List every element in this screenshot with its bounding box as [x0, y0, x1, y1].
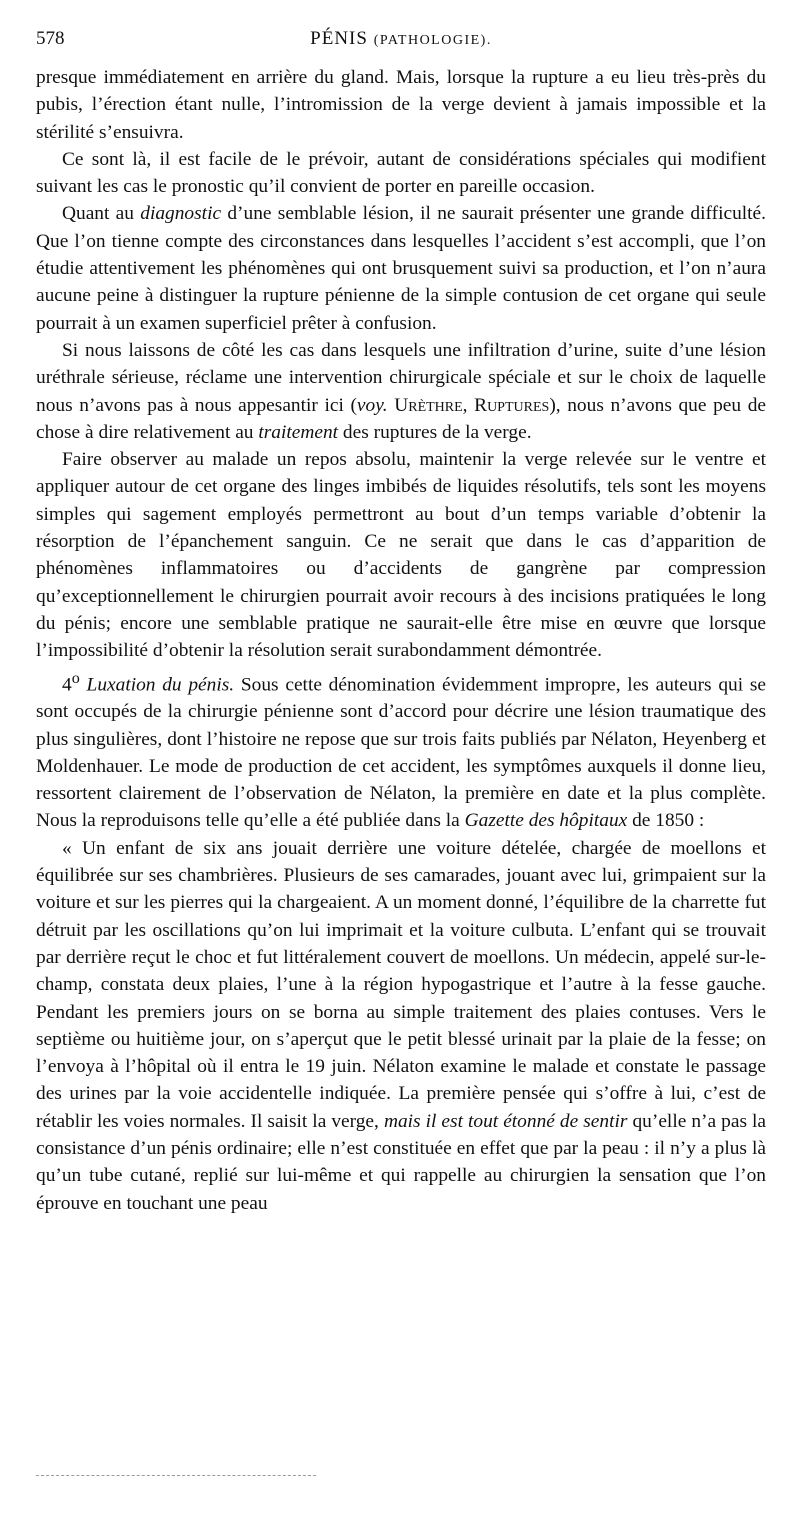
traitement-term: traitement — [258, 421, 339, 443]
body-text — [36, 64, 766, 1217]
paragraph-6 — [36, 665, 766, 835]
running-title — [36, 28, 766, 50]
section-number-superscript: o — [71, 669, 80, 687]
paragraph-3-text: Quant au — [62, 203, 141, 225]
paragraph-1: presque immédiatement en arrière du gland. Mais, lorsque la rupture a eu lieu très-près du pubis, l’érection étant nulle, l’intromission de la verge devient à jamais impossible et la stérilité s’ensuivra. — [36, 67, 766, 143]
section-heading: Luxation du pénis. — [86, 674, 235, 695]
quotation-text: « Un enfant de six ans jouait derrière une voiture dételée, chargée de moellons et équilibrée sur ses chambrières. Plusieurs de ses camarades, jouant avec lui, grimpaient sur la voiture et sur les pierres qui la chargeaient. A un moment donné, l’équilibre de la charrette fut détruit par les oscillations qu’on lui imprimait et la voiture culbuta. L’enfant qui se trouvait par derrière reçut le choc et fut littéralement couvert de moellons. Un médecin, appelé sur-le-champ, constata deux plaies, l’une à la région hypogastrique et l’autre à la fesse gauche. Pendant les premiers jours on se borna au simple traitement des plaies contuses. Vers le septième ou huitième jour, on s’aperçut que le petit blessé urinait par la plaie de la fesse; on l’envoya à l’hôpital où il entra le 19 juin. Nélaton examine le malade et constate le passage des urines par la voie accidentelle indiquée. La première pensée qui s’offre à lui, c’est de rétablir les voies normales. Il saisit la verge, — [36, 837, 766, 1132]
running-title-main: PÉNIS — [310, 28, 368, 49]
paragraph-4-text-end: des ruptures de la verge. — [338, 421, 532, 443]
paragraph-7 — [36, 835, 766, 1217]
running-header — [36, 28, 766, 64]
section-number: 4 — [62, 674, 72, 695]
diagnostic-term: diagnostic — [140, 203, 222, 225]
paragraph-3 — [36, 200, 766, 336]
cross-reference: Urèthre, Ruptures — [394, 394, 550, 416]
quotation-emphasis: mais il est tout étonné de sentir — [383, 1110, 628, 1132]
paragraph-4-text-cont: ), nous n’avons que peu de chose à dire relativement au — [36, 394, 766, 443]
paragraph-5: Faire observer au malade un repos absolu, maintenir la verge relevée sur le ventre et appliquer autour de cet organe des linges imbibés de liquides résolutifs, tels sont les moyens simples qui sagement employés permettront au bout d’un temps variable d’obtenir la résorption de l’épanchement sanguin. Ce ne serait que dans le cas d’apparition de phénomènes inflammatoires ou d’accidents de gangrène par compression qu’exceptionnellement le chirurgien pourrait avoir recours à des incisions pratiquées le long du pénis; encore une semblable pratique ne saurait-elle être mise en œuvre que lorsque l’impossibilité d’obtenir la résolution serait surabondamment démontrée. — [36, 449, 766, 662]
paragraph-6-text: Sous cette dénomination évidemment impropre, les auteurs qui se sont occupés de la chirurgie pénienne sont d’accord pour décrire une lésion traumatique des plus singulières, dont l’histoire ne repose que sur trois faits publiés par Nélaton, Heyenberg et Moldenhauer. Le mode de production de cet accident, les symptômes auxquels il donne lieu, ressortent clairement de l’observation de Nélaton, la première en date et la plus complète. Nous la reproduisons telle qu’elle a été publiée dans la — [36, 674, 766, 832]
voy-abbrev: voy. — [356, 394, 388, 416]
quotation-text-cont: qu’elle n’a pas la consistance d’un pénis ordinaire; elle n’est constituée en effet que par la peau : il n’y a plus là qu’un tube cutané, replié sur lui-même et qui rappelle au chirurgien la sensation que l’on éprouve en touchant une peau — [36, 1110, 767, 1214]
journal-title: Gazette des hôpitaux — [464, 810, 628, 832]
paragraph-3-text-cont: d’une semblable lésion, il ne saurait présenter une grande difficulté. Que l’on tienne compte des circonstances dans lesquelles l’accident s’est accompli, que l’on étudie attentivement les phénomènes qui ont brusquement suivi sa production, et l’on n’aura aucune peine à distinguer la rupture pénienne de la simple contusion de cet organe qui seule pourrait à un examen superficiel prêter à confusion. — [36, 203, 766, 334]
paragraph-6-text-end: de 1850 : — [627, 810, 705, 832]
page-number: 578 — [36, 28, 65, 49]
paragraph-2: Ce sont là, il est facile de le prévoir, autant de considérations spéciales qui modifient suivant les cas le pronostic qu’il convient de porter en pareille occasion. — [36, 148, 766, 198]
paragraph-4 — [36, 337, 766, 446]
running-title-subtitle: (PATHOLOGIE). — [373, 33, 492, 48]
paragraph-4-text: Si nous laissons de côté les cas dans lesquels une infiltration d’urine, suite d’une lésion uréthrale sérieuse, réclame une intervention chirurgicale spéciale et sur le choix de laquelle nous n’avons pas à nous appesantir ici ( — [36, 339, 766, 416]
footer-rule — [36, 1475, 316, 1476]
page — [36, 28, 766, 1217]
